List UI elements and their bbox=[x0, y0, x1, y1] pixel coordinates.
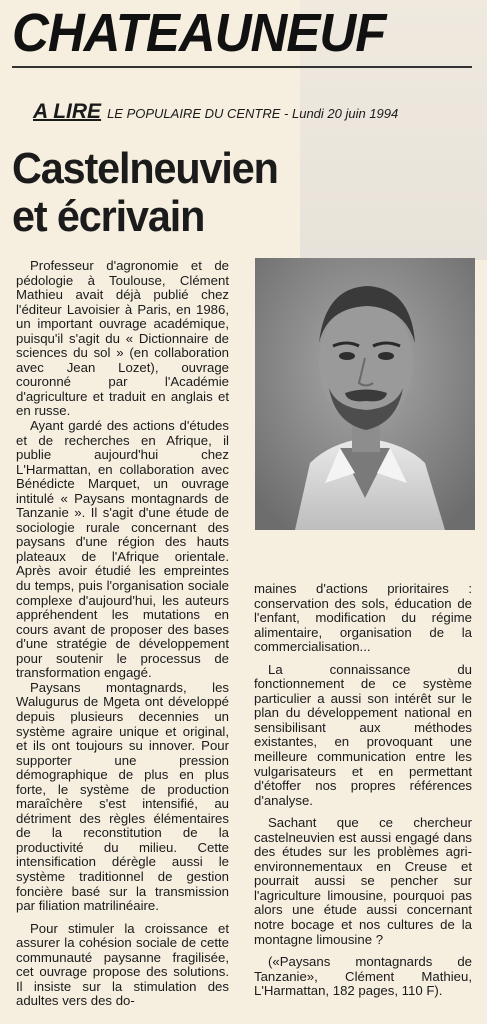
paragraph: Ayant gardé des actions d'études et de recherches en Afrique, il publie aujourd'hui chez L'Harmattan, en collaboration avec Bénédicte Marquet, un ouvrage intitulé « Paysans montagnards de Tanzanie ». Il s'agit d'une étude de sociologie rurale concernant des paysans d'une région des hauts plateaux de l'Afrique orientale. Après avoir étudié les empreintes du temps, puis l'organisation sociale complexe d'aujourd'hui, les auteurs appréhendent les mutations en cours avant de proposer des bases d'une stratégie de développement pour soutenir le processus de transformation engagé. bbox=[16, 418, 229, 681]
title-line-2: et écrivain bbox=[12, 192, 205, 241]
paragraph: La connaissance du fonctionnement de ce système particulier a aussi son intérêt sur le plan du développement national en sensibilisant aux méthodes existantes, en provoquant une meilleure communication entre les vulgarisateurs et en permettant d'étoffer nos propres références d'analyse. bbox=[254, 661, 472, 808]
paragraph: («Paysans montagnards de Tanzanie», Clément Mathieu, L'Harmattan, 182 pages, 110 F). bbox=[254, 954, 472, 999]
paragraph: Paysans montagnards, les Walugurus de Mgeta ont développé depuis plusieurs decennies un système agraire unique et original, et ils ont toujours su innover. Pour supporter une pression démographique de plus en plus forte, le système de production maraîchère s'est intensifié, au détriment des règles élémentaires de la reconstitution de la productivité du milieu. Cette intensification dérègle aussi le système traditionnel de gestion foncière basé sur la transmission par filiation matrilinéaire. bbox=[16, 679, 229, 914]
title-line-1: Castelneuvien bbox=[12, 144, 278, 193]
a-lire-label: A LIRE bbox=[33, 100, 102, 123]
source-text: LE POPULAIRE DU CENTRE - Lundi 20 juin 1994 bbox=[107, 106, 399, 121]
author-photo bbox=[255, 258, 475, 530]
paragraph: Professeur d'agronomie et de pédologie à Toulouse, Clément Mathieu avait déjà publié chez l'éditeur Lavoisier à Paris, en 1986, un important ouvrage académique, puisqu'il s'agit du « Dictionnaire de sciences du sol » (en collaboration avec Jean Lozet), ouvrage couronné par l'Académie d'agriculture et traduit en anglais et en russe. bbox=[16, 258, 229, 419]
article-column-1 bbox=[16, 259, 229, 1009]
section-header: CHATEAUNEUF bbox=[12, 2, 386, 63]
paragraph: Pour stimuler la croissance et assurer la cohésion sociale de cette communauté paysanne fragilisée, cet ouvrage propose des solutions. Il insiste sur la stimulation des adultes vers des do- bbox=[16, 920, 229, 1009]
portrait-illustration bbox=[255, 258, 475, 530]
article-column-2 bbox=[254, 582, 472, 999]
paragraph: Sachant que ce chercheur castelneuvien est aussi engagé dans des études sur les problèmes agri-environnementaux en Creuse et pourrait aussi se pencher sur l'agriculture limousine, pourquoi pas alors une étude aussi concernant notre bocage et nos cultures de la montagne limousine ? bbox=[254, 815, 472, 947]
paragraph: maines d'actions prioritaires : conservation des sols, éducation de l'enfant, modification du régime alimentaire, organisation de la commercialisation... bbox=[254, 581, 472, 655]
article-title bbox=[12, 145, 278, 241]
header-rule bbox=[12, 66, 472, 68]
source-line bbox=[33, 100, 398, 124]
